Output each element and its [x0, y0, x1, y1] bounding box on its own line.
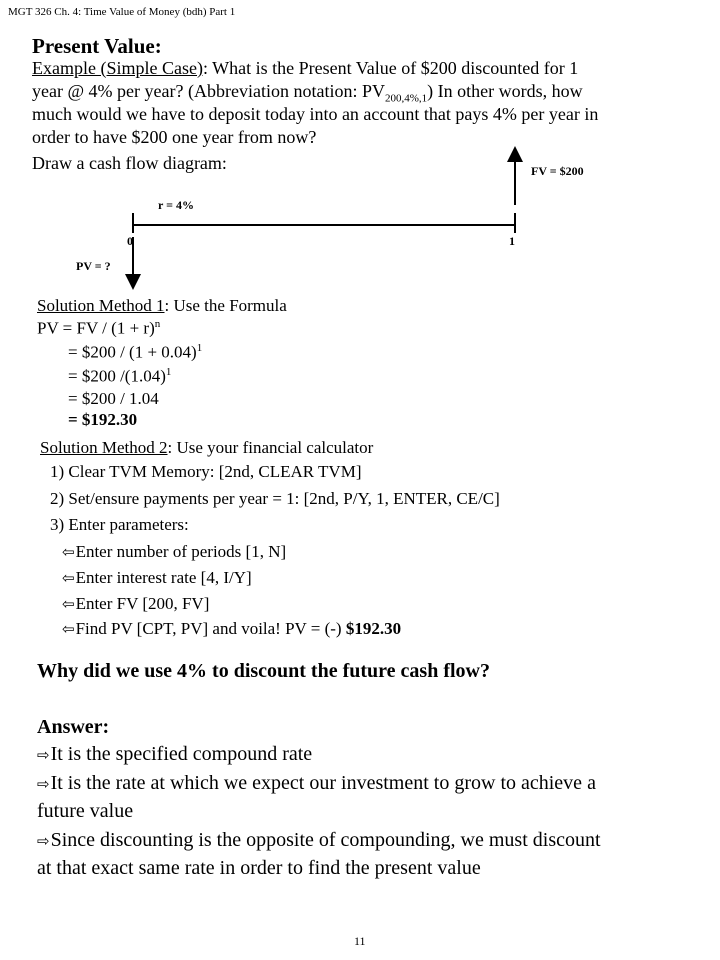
method2-bullet-3: [62, 594, 209, 614]
example-line-2b: ) In other words, how: [427, 81, 583, 101]
page-number: 11: [354, 934, 366, 948]
example-line-5: Draw a cash flow diagram:: [32, 153, 227, 173]
bullet-3-text: Enter FV [200, FV]: [75, 594, 210, 613]
answer-1-text: It is the specified compound rate: [50, 743, 313, 765]
method2-step-2: 2) Set/ensure payments per year = 1: [2nd, P/Y, 1, ENTER, CE/C]: [50, 489, 500, 508]
answer-item-2-cont: future value: [37, 800, 134, 822]
bullet-1-text: Enter number of periods [1, N]: [75, 542, 287, 561]
example-label: Example (Simple Case): [32, 58, 203, 78]
method2-bullet-4: [62, 619, 401, 639]
question: Why did we use 4% to discount the future cash flow?: [37, 660, 490, 682]
page-header: MGT 326 Ch. 4: Time Value of Money (bdh) Part 1: [8, 6, 236, 18]
answer-item-3-cont: at that exact same rate in order to find the present value: [37, 857, 481, 879]
arrow-bullet-icon: ⇦: [62, 620, 75, 638]
tick-label-1: 1: [509, 234, 515, 248]
method1-step-1: [68, 342, 202, 363]
arrow-bullet-icon: ⇨: [37, 832, 50, 850]
answer-item-3: [37, 829, 601, 852]
method2-label: Solution Method 2: [40, 438, 168, 457]
formula-exponent: n: [154, 318, 161, 330]
bullet-2-text: Enter interest rate [4, I/Y]: [75, 568, 252, 587]
bullet-4-text: Find PV [CPT, PV] and voila! PV = (-): [75, 619, 346, 638]
method2-bullet-1: [62, 542, 286, 562]
arrow-bullet-icon: ⇨: [37, 775, 50, 793]
example-line-3: much would we have to deposit today into an account that pays 4% per year in: [32, 104, 599, 124]
method1-formula: [37, 318, 160, 339]
method1-step-3: = $200 / 1.04: [68, 389, 159, 408]
method1-label: Solution Method 1: [37, 296, 165, 315]
example-line-1-text: : What is the Present Value of $200 discounted for 1: [202, 58, 579, 78]
step1-text: = $200 / (1 + 0.04): [68, 342, 197, 362]
tick-label-0: 0: [127, 234, 133, 248]
pv-subscript: 200,4%,1: [384, 92, 428, 105]
arrow-bullet-icon: ⇦: [62, 543, 75, 561]
arrow-bullet-icon: ⇦: [62, 569, 75, 587]
answer-item-2: [37, 772, 596, 795]
section-title: Present Value:: [32, 34, 162, 58]
formula-text: PV = FV / (1 + r): [37, 318, 155, 338]
method2-label-rest: : Use your financial calculator: [167, 438, 374, 457]
cash-flow-diagram: [0, 0, 720, 300]
pv-label: PV = ?: [76, 259, 111, 273]
answer-2-text: It is the rate at which we expect our investment to grow to achieve a: [50, 772, 596, 794]
method2-heading: [40, 438, 373, 458]
example-line-4: order to have $200 one year from now?: [32, 127, 317, 147]
method1-heading: [37, 296, 287, 316]
step1-exponent: 1: [196, 342, 203, 354]
method2-step-1: 1) Clear TVM Memory: [2nd, CLEAR TVM]: [50, 462, 362, 481]
example-line-2a: year @ 4% per year? (Abbreviation notation: PV: [32, 81, 385, 101]
step2-exponent: 1: [165, 366, 172, 378]
rate-label: r = 4%: [158, 198, 194, 212]
method2-step-3: 3) Enter parameters:: [50, 515, 189, 534]
arrow-bullet-icon: ⇦: [62, 595, 75, 613]
answer-item-1: [37, 743, 312, 766]
method1-label-rest: : Use the Formula: [164, 296, 287, 315]
answer-label: Answer:: [37, 716, 110, 738]
step2-text: = $200 /(1.04): [68, 366, 166, 386]
arrow-bullet-icon: ⇨: [37, 746, 50, 764]
method2-bullet-2: [62, 568, 252, 588]
method1-result: = $192.30: [68, 410, 138, 429]
method1-step-2: [68, 366, 171, 387]
answer-3-text: Since discounting is the opposite of compounding, we must discount: [50, 829, 601, 851]
fv-label: FV = $200: [531, 164, 584, 178]
bullet-4-result: $192.30: [345, 619, 402, 638]
